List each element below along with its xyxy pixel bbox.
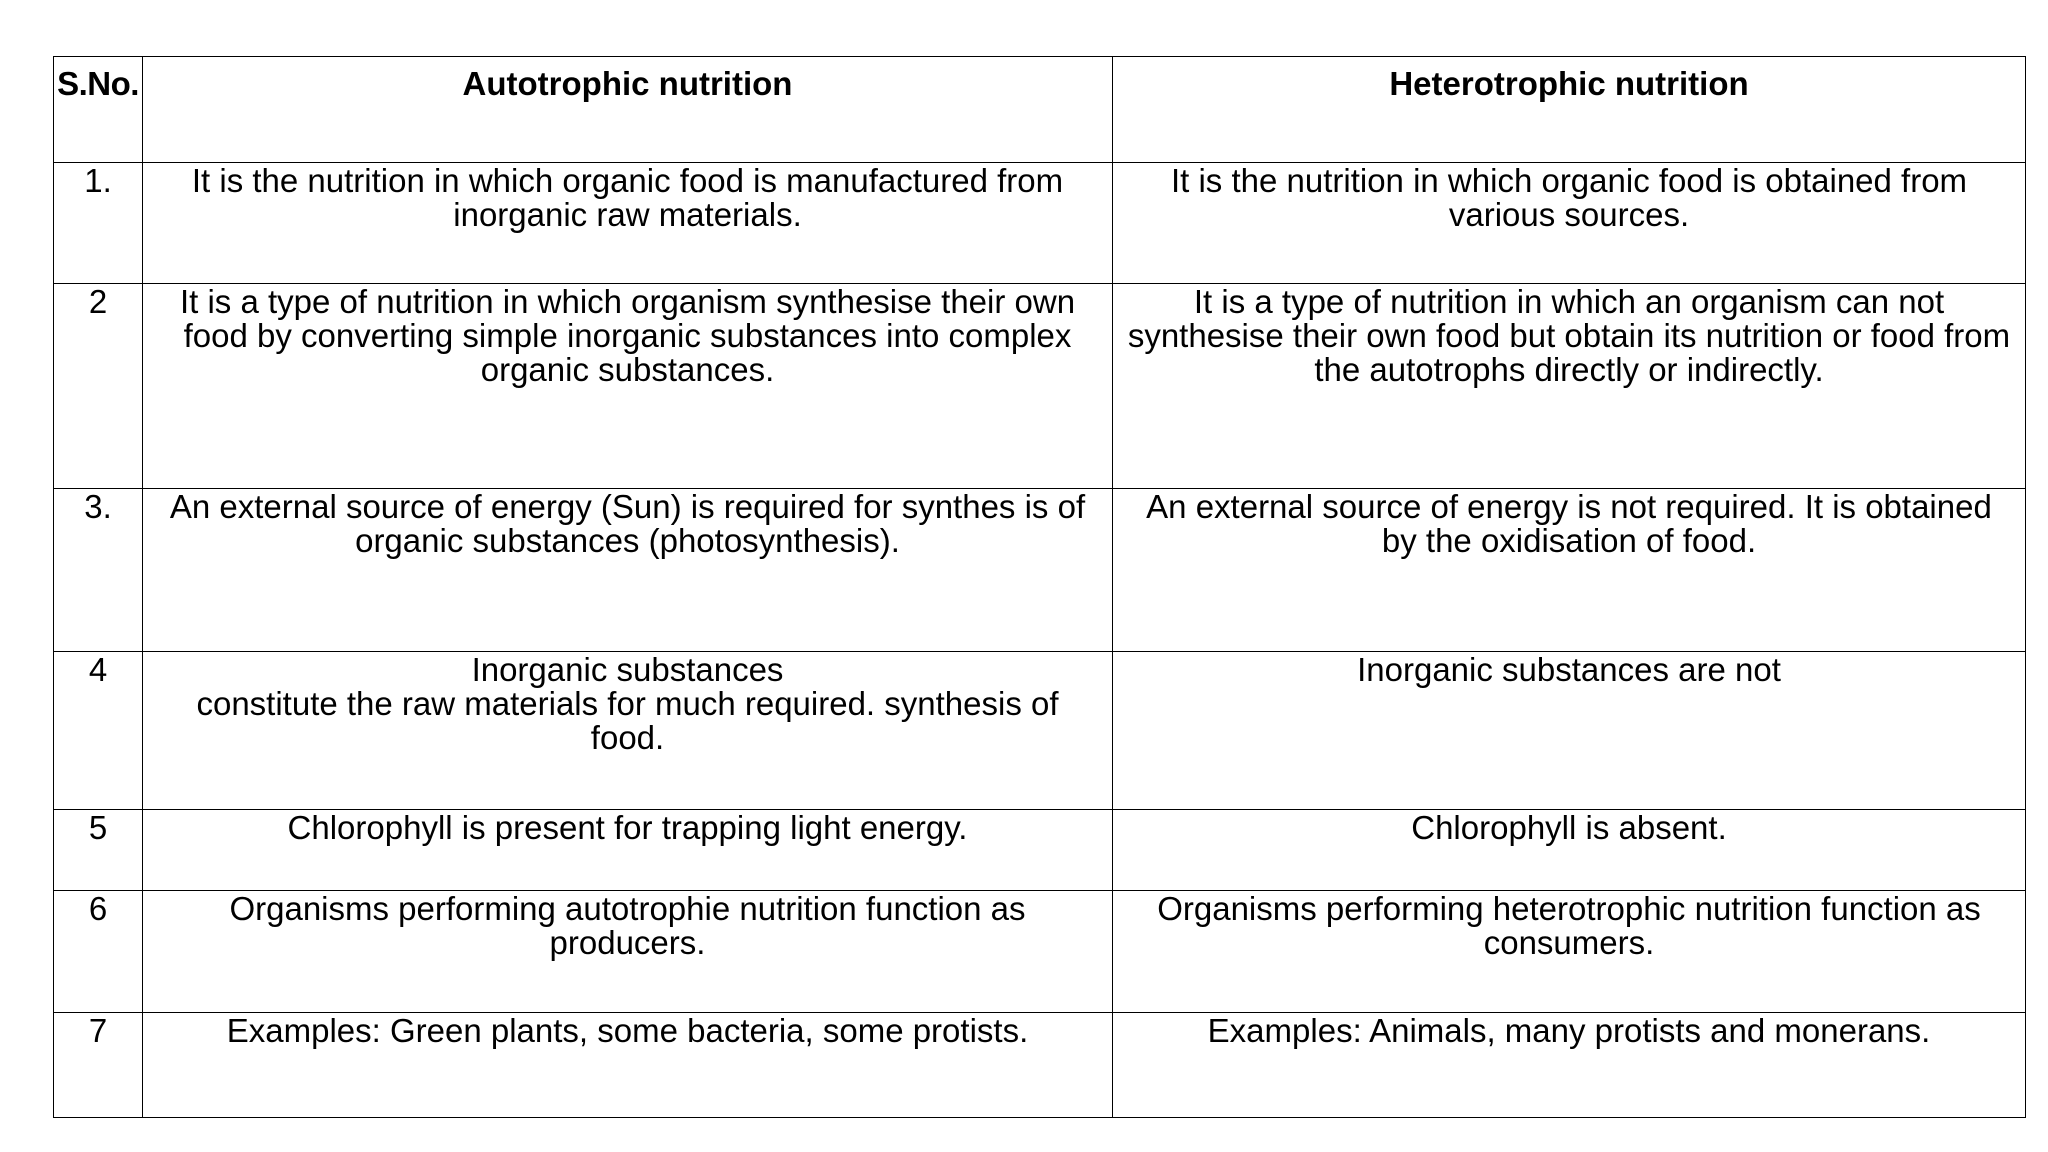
table-row	[54, 489, 2026, 652]
header-autotrophic: Autotrophic nutrition	[143, 57, 1113, 163]
header-sno: S.No.	[54, 57, 143, 163]
table-row	[54, 163, 2026, 284]
cell-heterotrophic: Chlorophyll is absent.	[1113, 810, 2026, 891]
cell-autotrophic: An external source of energy (Sun) is required for synthes is of organic substances (photosynthesis).	[143, 489, 1113, 652]
cell-heterotrophic: It is the nutrition in which organic food is obtained from various sources.	[1113, 163, 2026, 284]
cell-autotrophic: Chlorophyll is present for trapping light energy.	[143, 810, 1113, 891]
header-heterotrophic: Heterotrophic nutrition	[1113, 57, 2026, 163]
table-row	[54, 652, 2026, 810]
comparison-table-container	[53, 56, 2025, 1118]
cell-heterotrophic: Inorganic substances are not	[1113, 652, 2026, 810]
cell-autotrophic: Inorganic substances constitute the raw materials for much required. synthesis of food.	[143, 652, 1113, 810]
cell-sno: 7	[54, 1013, 143, 1118]
table-header-row	[54, 57, 2026, 163]
cell-sno: 3.	[54, 489, 143, 652]
cell-autotrophic: It is a type of nutrition in which organism synthesise their own food by converting simple inorganic substances into complex organic substances.	[143, 284, 1113, 489]
table-row	[54, 810, 2026, 891]
cell-heterotrophic: An external source of energy is not required. It is obtained by the oxidisation of food.	[1113, 489, 2026, 652]
cell-sno: 2	[54, 284, 143, 489]
cell-heterotrophic: Organisms performing heterotrophic nutrition function as consumers.	[1113, 891, 2026, 1013]
table-row	[54, 891, 2026, 1013]
cell-sno: 6	[54, 891, 143, 1013]
table-row	[54, 284, 2026, 489]
comparison-table	[53, 56, 2026, 1118]
cell-sno: 4	[54, 652, 143, 810]
cell-autotrophic: Examples: Green plants, some bacteria, some protists.	[143, 1013, 1113, 1118]
cell-autotrophic: It is the nutrition in which organic food is manufactured from inorganic raw materials.	[143, 163, 1113, 284]
cell-autotrophic: Organisms performing autotrophie nutrition function as producers.	[143, 891, 1113, 1013]
table-row	[54, 1013, 2026, 1118]
cell-sno: 5	[54, 810, 143, 891]
cell-sno: 1.	[54, 163, 143, 284]
cell-heterotrophic: Examples: Animals, many protists and monerans.	[1113, 1013, 2026, 1118]
cell-heterotrophic: It is a type of nutrition in which an organism can not synthesise their own food but obtain its nutrition or food from the autotrophs directly or indirectly.	[1113, 284, 2026, 489]
